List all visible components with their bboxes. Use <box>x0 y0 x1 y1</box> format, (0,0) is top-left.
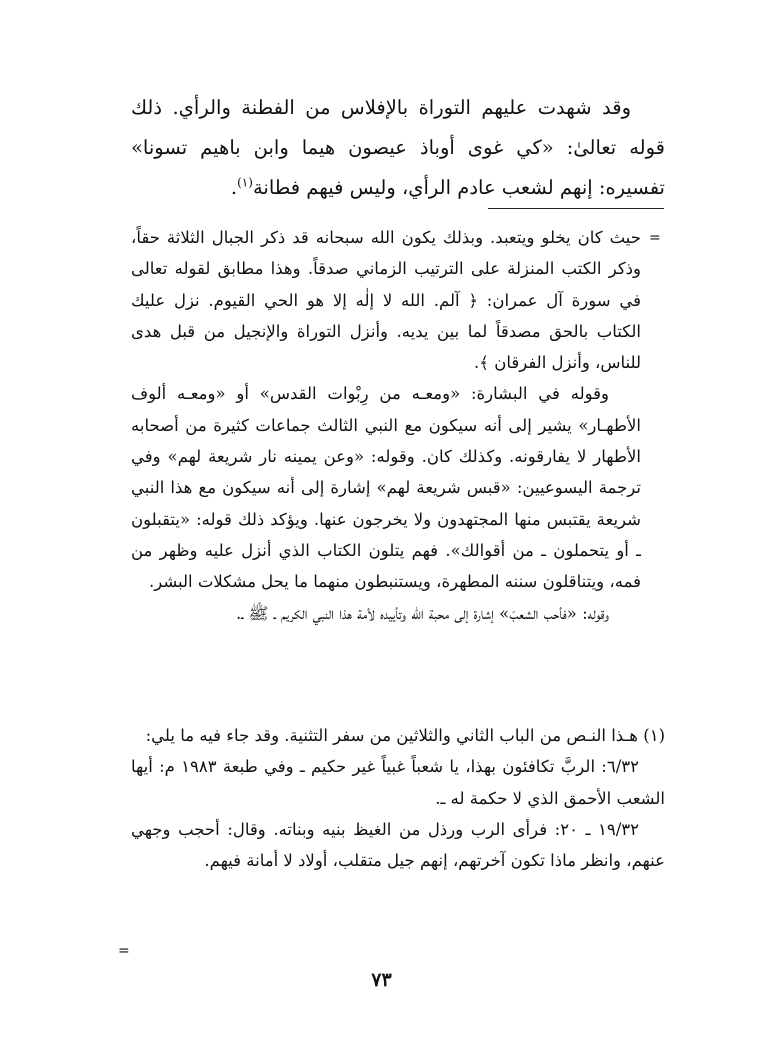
main-paragraph-end: . <box>230 176 238 199</box>
footnote-separator <box>488 208 664 209</box>
main-text <box>131 88 665 208</box>
page-number: ٧٣ <box>371 969 392 991</box>
footnote-1 <box>131 720 665 876</box>
main-paragraph <box>131 88 665 208</box>
footnote-continuation <box>131 222 641 629</box>
footnote-paragraph: ١٩/٣٢ ـ ٢٠: فرأى الرب ورذل من الغيظ بنيه وبناته. وقال: أحجب وجهي عنهم، وانظر ماذا تكون آخرتهم، إنهم جيل متقلب، أولاد لا أمانة فيهم. <box>131 819 665 871</box>
footnote-paragraph: حيث كان يخلو ويتعبد. وبذلك يكون الله سبحانه قد ذكر الجبال الثلاثة حقاً، وذكر الكتب المنزلة على الترتيب الزماني صدقاً. وهذا مطابق لقوله تعالى في سورة آل عمران: ﴿ آلم. الله لا إلٰه إلا هو الحي القيوم. نزل عليك الكتاب بالحق مصدقاً لما بين يديه. وأنزل التوراة والإنجيل من قبل هدى للناس، وأنزل الفرقان ﴾. <box>131 228 641 373</box>
footnote-reference[interactable]: (١) <box>237 175 253 190</box>
footnote-paragraph: (١) هـذا النـص من الباب الثاني والثلاثين من سفر التثنية. وقد جاء فيه ما يلي: <box>145 726 665 745</box>
main-paragraph-text: وقد شهدت عليهم التوراة بالإفلاس من الفطنة والرأي. ذلك قوله تعالىٰ: «كي غوى أوباذ عيصون هيما وابن باهيم تسونا» تفسيره: إنهم لشعب عادم الرأي، وليس فيهم فطانة <box>131 96 665 199</box>
footnote-paragraph: وقوله في البشارة: «ومعـه من رِبْوات القدس» أو «ومعـه ألوف الأطهـار» يشير إلى أنه سيكون مع النبي الثالث جماعات كثيرة من أصحابه الأطهار لا يفارقونه. وكذلك كان. وقوله: «وعن يمينه نار شريعة لهم» وفي ترجمة اليسوعيين: «قبس شريعة لهم» إشارة إلى أنه سيكون مع هذا النبي شريعة يقتبس منها المجتهدون ولا يخرجون عنها. ويؤكد ذلك قوله: «يتقبلون ـ أو يتحملون ـ من أقوالك». فهم يتلون الكتاب الذي أنزل عليه وظهر من فمه، ويتناقلون سننه المطهرة، ويستنبطون منهما ما يحل مشكلات البشر. <box>131 384 641 592</box>
footnote-end-mark: = <box>118 943 130 959</box>
footnote-paragraph: وقوله: «فأحب الشعبَ» إشارة إلى محبة الله وتأييده لأمة هذا النبي الكريم ـ ﷺ ـ. <box>236 603 609 623</box>
footnote-continuation-mark: = <box>649 230 661 246</box>
footnote-paragraph: ٦/٣٢: الربَّ تكافئون بهذا، يا شعباً غبياً غير حكيم ـ وفي طبعة ١٩٨٣ م: أيها الشعب الأحمق الذي لا حكمة له ـ. <box>131 757 665 808</box>
